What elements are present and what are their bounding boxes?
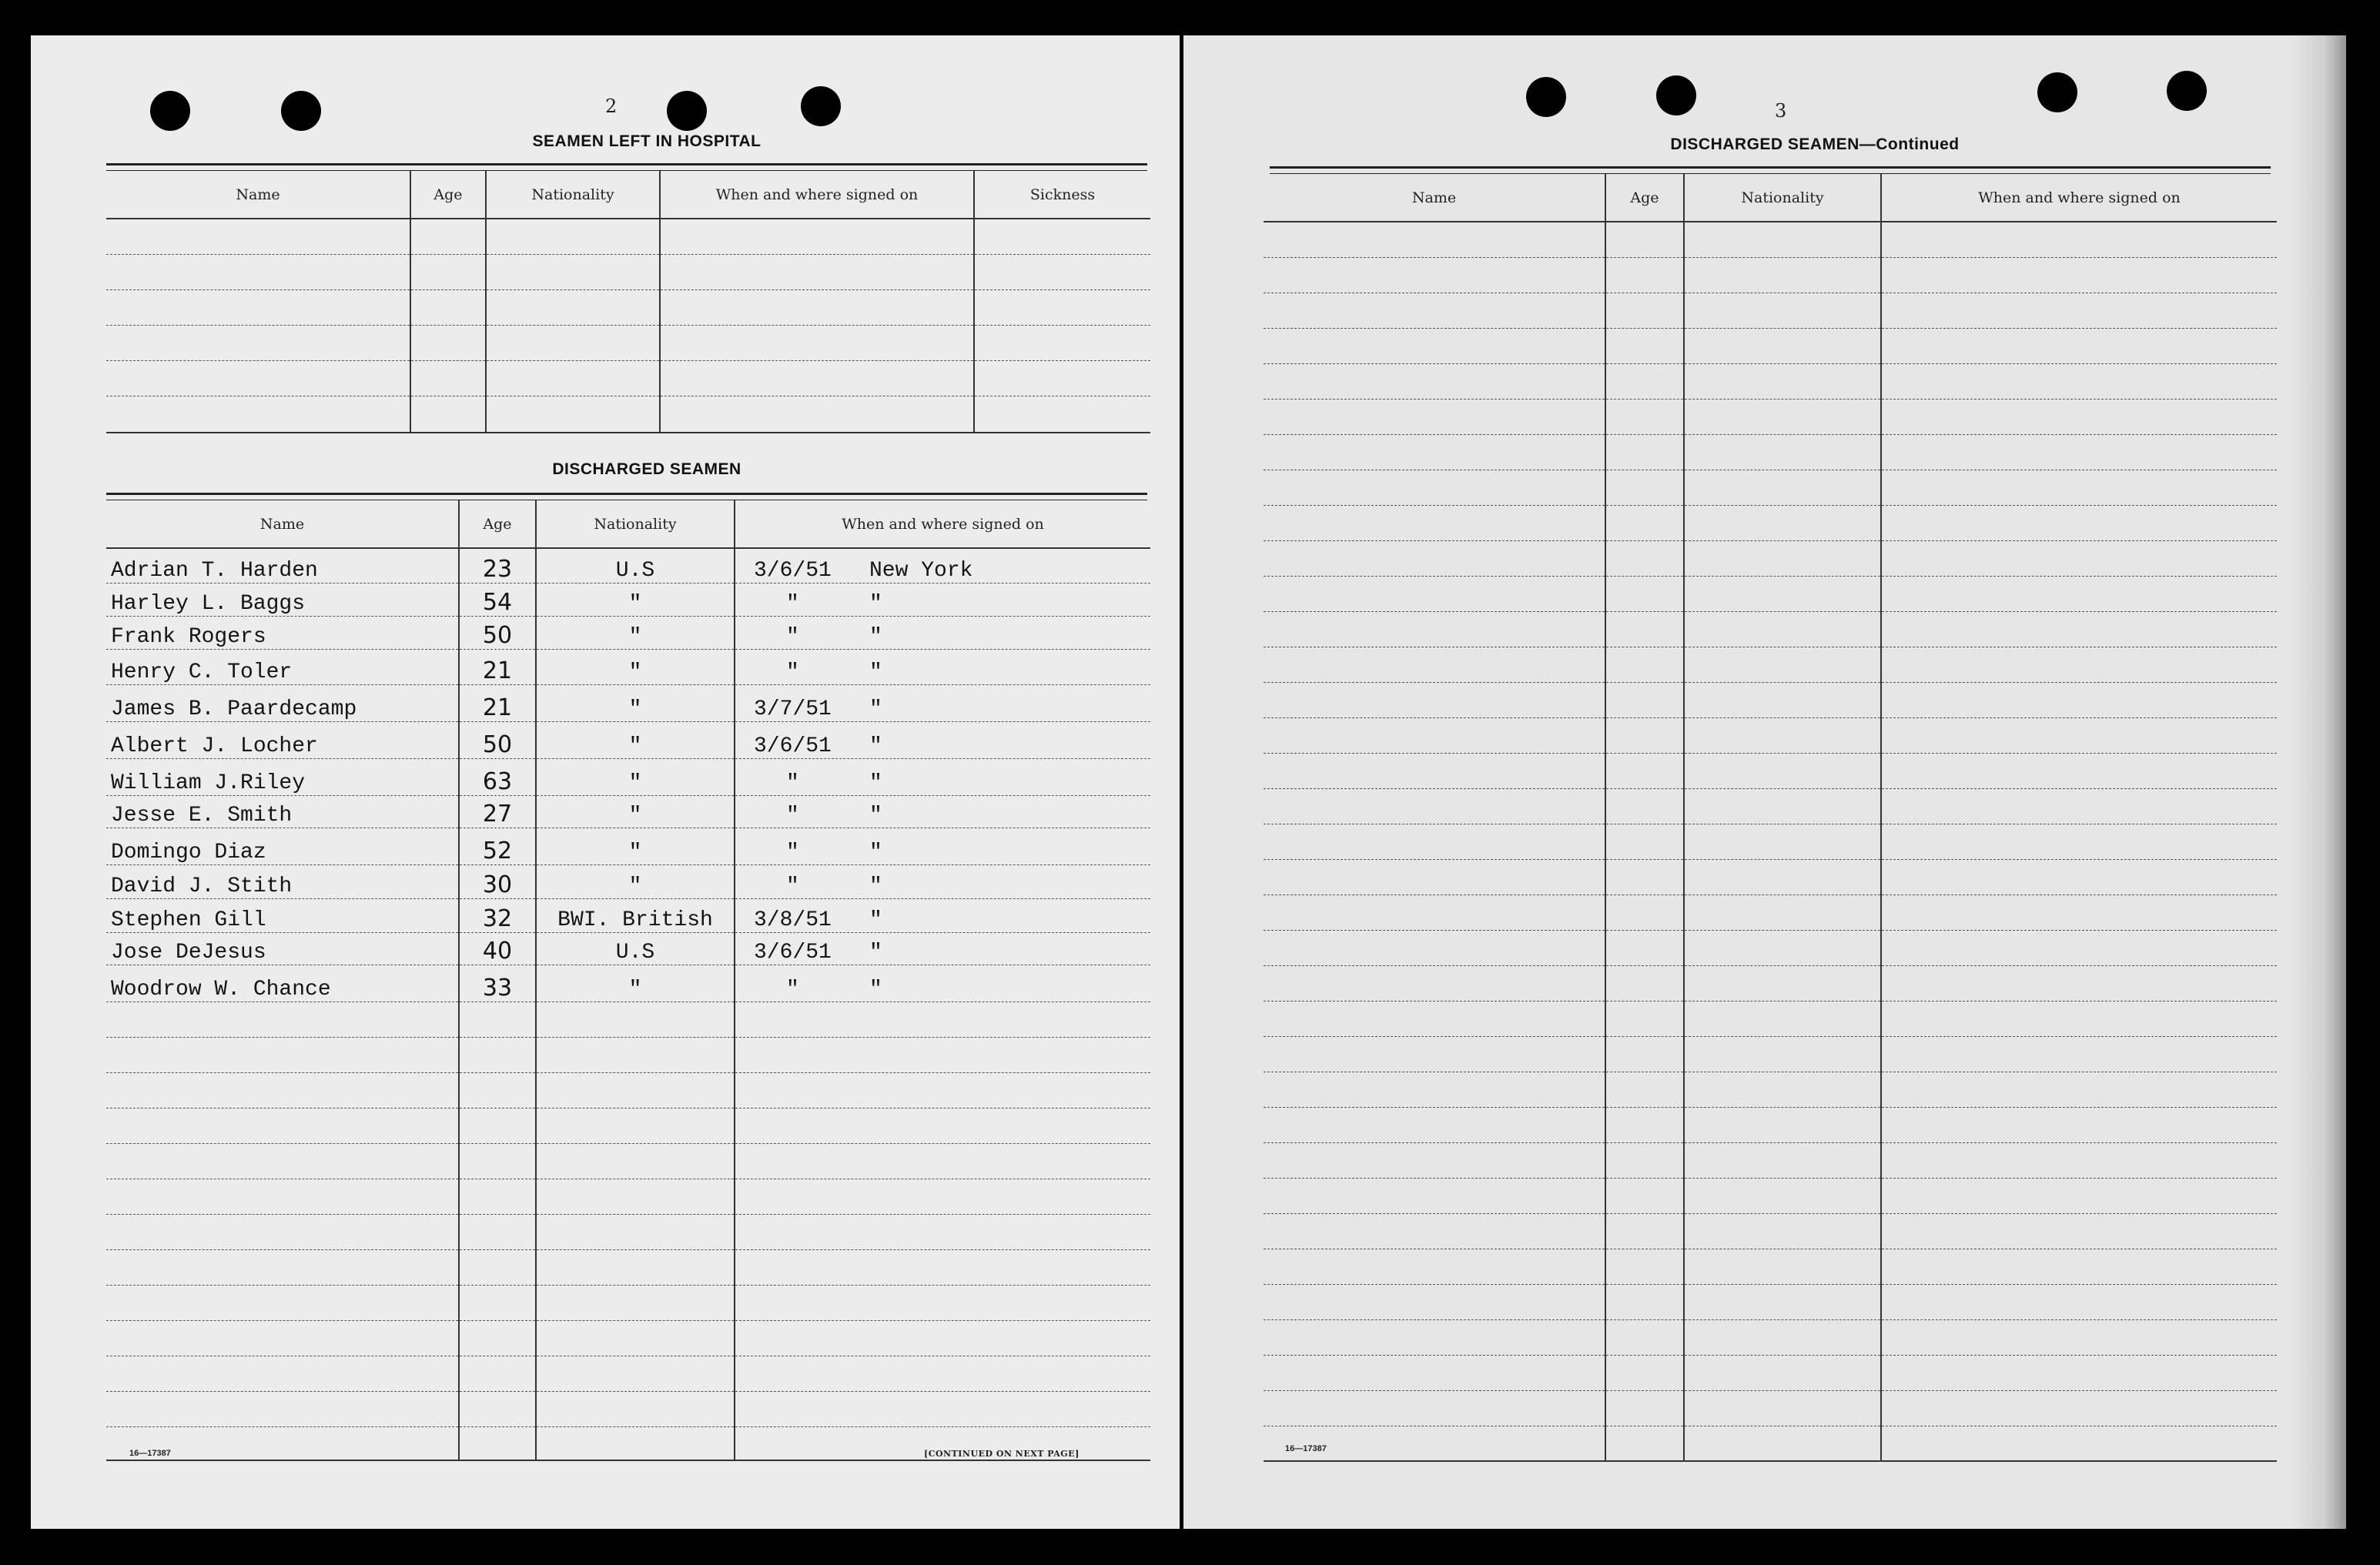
seaman-nationality: " (536, 616, 735, 649)
column-header-name: Name (106, 171, 410, 219)
table-row (106, 649, 1150, 684)
table-row (1264, 399, 2277, 434)
seaman-nationality: " (536, 583, 735, 616)
seaman-name: Woodrow W. Chance (106, 965, 459, 1002)
table-row (1264, 1284, 2277, 1319)
seaman-age: 54 (459, 583, 536, 616)
table-row (1264, 1072, 2277, 1107)
page-number: 3 (1775, 100, 1787, 122)
column-header-age: Age (1605, 174, 1684, 222)
hospital-section-title: SEAMEN LEFT IN HOSPITAL (532, 132, 762, 150)
signed-place: " (869, 771, 882, 795)
table-row (106, 1356, 1150, 1391)
seaman-age: 27 (459, 795, 536, 828)
discharged-section-title: DISCHARGED SEAMEN (552, 460, 741, 478)
seaman-age: 30 (459, 864, 536, 898)
discharged-continued-title (1584, 135, 2046, 154)
seaman-nationality: U.S (536, 932, 735, 965)
signed-place: " (869, 660, 882, 684)
table-row (1264, 788, 2277, 824)
seaman-age: 63 (459, 758, 536, 795)
signed-place: " (869, 803, 882, 828)
signed-place: " (869, 940, 882, 965)
signed-on (735, 965, 1150, 1002)
signed-place: " (869, 624, 882, 649)
seaman-age: 33 (459, 965, 536, 1002)
seaman-name: Domingo Diaz (106, 828, 459, 864)
seaman-nationality: U.S (536, 548, 735, 583)
table-row (106, 325, 1150, 360)
signed-place: " (869, 697, 882, 721)
table-row (106, 1002, 1150, 1037)
table-row (1264, 257, 2277, 293)
signed-date: " (786, 874, 799, 898)
signed-on (735, 616, 1150, 649)
column-header-name: Name (1264, 174, 1605, 222)
column-header-nationality: Nationality (486, 171, 660, 219)
table-row (1264, 540, 2277, 576)
signed-on (735, 828, 1150, 864)
hospital-table (106, 171, 1150, 433)
table-row (106, 360, 1150, 396)
table-row (106, 965, 1150, 1002)
discharged-continued-table (1264, 174, 2277, 1462)
column-header-nationality: Nationality (1684, 174, 1881, 222)
table-row (1264, 1426, 2277, 1461)
table-row (106, 1391, 1150, 1426)
signed-on (735, 758, 1150, 795)
table-row (1264, 470, 2277, 505)
punch-hole (1526, 77, 1566, 117)
signed-date: " (786, 803, 799, 828)
signed-date: 3/6/51 (754, 558, 832, 583)
column-header-name: Name (106, 500, 459, 548)
page-number: 2 (605, 95, 618, 117)
signed-date: 3/8/51 (754, 908, 832, 932)
seaman-name: Henry C. Toler (106, 649, 459, 684)
seaman-age: 32 (459, 898, 536, 932)
table-row (1264, 434, 2277, 470)
table-row (106, 254, 1150, 289)
title-suffix: —Continued (1859, 135, 1960, 153)
table-row (1264, 1213, 2277, 1249)
seaman-name: Stephen Gill (106, 898, 459, 932)
signed-place: " (869, 591, 882, 616)
table-row (1264, 753, 2277, 788)
seaman-nationality: " (536, 758, 735, 795)
signed-place: " (869, 977, 882, 1002)
seaman-age: 50 (459, 616, 536, 649)
table-row (106, 898, 1150, 932)
table-row (106, 289, 1150, 325)
column-header-sickness: Sickness (974, 171, 1150, 219)
table-row (106, 396, 1150, 433)
table-row (1264, 1142, 2277, 1178)
table-row (1264, 965, 2277, 1001)
table-row (106, 1249, 1150, 1285)
table-row (1264, 328, 2277, 363)
signed-place: " (869, 734, 882, 758)
seaman-age: 21 (459, 684, 536, 721)
signed-place: " (869, 908, 882, 932)
table-row (106, 684, 1150, 721)
signed-date: " (786, 660, 799, 684)
column-header-age: Age (410, 171, 486, 219)
signed-on (735, 684, 1150, 721)
table-row (1264, 682, 2277, 717)
table-row (106, 864, 1150, 898)
table-row (106, 1285, 1150, 1320)
punch-hole (281, 91, 321, 131)
right-page (1183, 35, 2346, 1529)
table-row (1264, 222, 2277, 257)
table-row (106, 1072, 1150, 1108)
punch-hole (2037, 72, 2077, 112)
table-row (1264, 930, 2277, 965)
seaman-age: 21 (459, 649, 536, 684)
column-header-signed-on: When and where signed on (660, 171, 974, 219)
torn-edge (2292, 35, 2346, 1529)
signed-place: " (869, 840, 882, 864)
table-row (106, 758, 1150, 795)
table-row (1264, 824, 2277, 859)
table-row (106, 616, 1150, 649)
signed-on (735, 864, 1150, 898)
title-main: DISCHARGED SEAMEN (1670, 135, 1859, 153)
signed-on (735, 649, 1150, 684)
table-row (106, 583, 1150, 616)
form-number: 16—17387 (129, 1449, 171, 1458)
table-row (106, 1214, 1150, 1249)
table-row (1264, 293, 2277, 328)
seaman-nationality: " (536, 864, 735, 898)
table-row (106, 795, 1150, 828)
table-row (106, 828, 1150, 864)
seaman-nationality: " (536, 649, 735, 684)
continued-header-rule (1270, 166, 2271, 174)
punch-hole (2167, 71, 2207, 111)
signed-date: " (786, 624, 799, 649)
table-row (1264, 647, 2277, 682)
signed-on (735, 548, 1150, 583)
table-row (106, 1320, 1150, 1356)
seaman-nationality: BWI. British (536, 898, 735, 932)
seaman-name: James B. Paardecamp (106, 684, 459, 721)
seaman-name: David J. Stith (106, 864, 459, 898)
seaman-nationality: " (536, 721, 735, 758)
column-header-signed-on: When and where signed on (1881, 174, 2277, 222)
table-row (106, 1037, 1150, 1072)
table-row (1264, 859, 2277, 895)
seaman-name: William J.Riley (106, 758, 459, 795)
signed-date: 3/6/51 (754, 940, 832, 965)
punch-hole (1656, 75, 1696, 115)
continued-note: [CONTINUED ON NEXT PAGE] (924, 1449, 1080, 1459)
table-row (106, 1108, 1150, 1143)
table-row (1264, 1107, 2277, 1142)
discharged-table (106, 500, 1150, 1461)
seaman-name: Adrian T. Harden (106, 548, 459, 583)
seaman-age: 40 (459, 932, 536, 965)
column-header-signed-on: When and where signed on (735, 500, 1150, 548)
table-row (1264, 1249, 2277, 1284)
table-row (1264, 1001, 2277, 1036)
signed-on (735, 721, 1150, 758)
hospital-header-rule (106, 163, 1147, 171)
signed-on (735, 932, 1150, 965)
signed-on (735, 795, 1150, 828)
punch-hole (667, 91, 707, 131)
table-row (106, 548, 1150, 583)
table-row (106, 1143, 1150, 1179)
table-row (1264, 1036, 2277, 1072)
table-row (1264, 895, 2277, 930)
table-row (1264, 576, 2277, 611)
seaman-nationality: " (536, 828, 735, 864)
signed-on (735, 898, 1150, 932)
signed-on (735, 583, 1150, 616)
seaman-age: 23 (459, 548, 536, 583)
seaman-name: Harley L. Baggs (106, 583, 459, 616)
table-row (1264, 1178, 2277, 1213)
form-number: 16—17387 (1285, 1444, 1327, 1453)
signed-date: " (786, 771, 799, 795)
table-row (106, 219, 1150, 254)
table-row (1264, 1319, 2277, 1355)
seaman-age: 50 (459, 721, 536, 758)
table-row (106, 721, 1150, 758)
signed-date: " (786, 840, 799, 864)
signed-date: " (786, 977, 799, 1002)
left-page (31, 35, 1180, 1529)
signed-place: " (869, 874, 882, 898)
signed-date: " (786, 591, 799, 616)
seaman-name: Jose DeJesus (106, 932, 459, 965)
signed-date: 3/7/51 (754, 697, 832, 721)
seaman-name: Frank Rogers (106, 616, 459, 649)
discharged-header-rule (106, 493, 1147, 500)
table-row (1264, 1355, 2277, 1390)
table-row (106, 1179, 1150, 1214)
seaman-nationality: " (536, 684, 735, 721)
seaman-name: Albert J. Locher (106, 721, 459, 758)
table-row (1264, 611, 2277, 647)
table-row (1264, 505, 2277, 540)
punch-hole (801, 86, 841, 126)
seaman-nationality: " (536, 795, 735, 828)
table-row (1264, 1390, 2277, 1426)
signed-place: New York (869, 558, 973, 583)
table-row (1264, 717, 2277, 753)
table-row (106, 932, 1150, 965)
column-header-age: Age (459, 500, 536, 548)
punch-hole (150, 91, 190, 131)
seaman-age: 52 (459, 828, 536, 864)
seaman-name: Jesse E. Smith (106, 795, 459, 828)
signed-date: 3/6/51 (754, 734, 832, 758)
seaman-nationality: " (536, 965, 735, 1002)
table-row (1264, 363, 2277, 399)
column-header-nationality: Nationality (536, 500, 735, 548)
